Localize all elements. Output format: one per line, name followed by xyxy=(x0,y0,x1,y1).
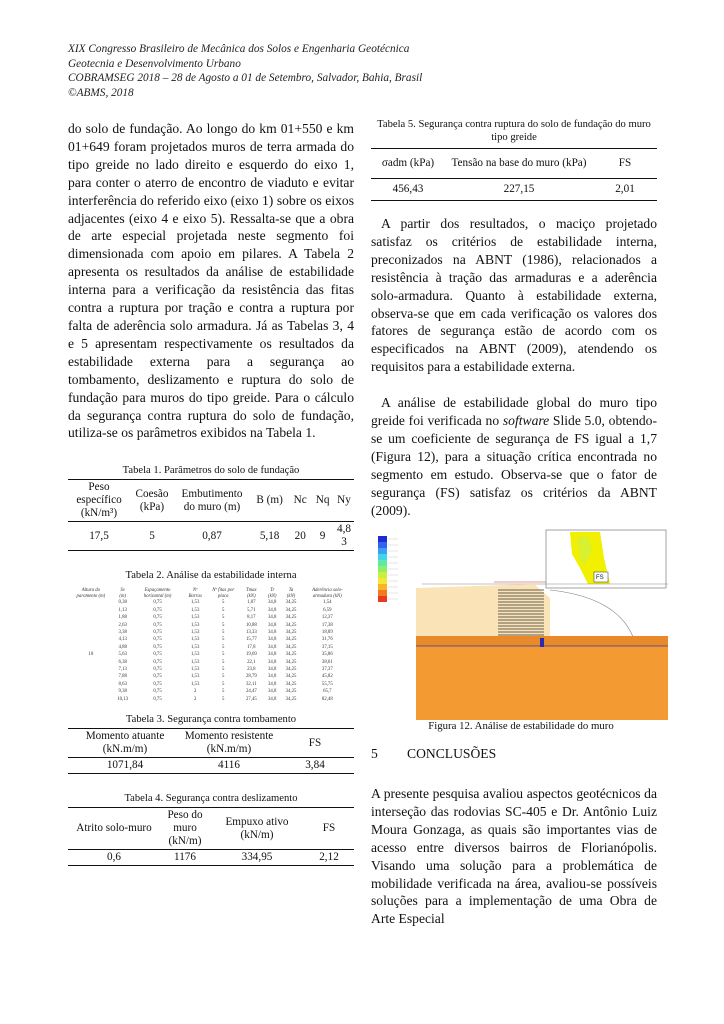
table1 xyxy=(68,479,354,551)
fs-label: FS xyxy=(596,575,604,581)
body-paragraph-results: A partir dos resultados, o maciço projetado satisfaz os critérios de estabilidade interna, preconizados na ABNT (1986), relacionados a resistência à tração das armaduras e a aderência solo-armadura. Quanto à estabilidade externa, observa-se que em cada verificação os valores dos fatores de segurança estão de acordo com os especificados na ABNT (2009), atendendo os requisitos para a estabilidade externa. xyxy=(371,216,657,375)
legend-swatch xyxy=(378,554,387,560)
table2-cell: 32,11 xyxy=(246,681,257,687)
table2-cell: 1,53 xyxy=(190,666,200,672)
table2-cell: 1,88 xyxy=(118,615,127,621)
table2-cell: 0,38 xyxy=(118,600,127,606)
legend-swatch xyxy=(378,536,387,542)
table2-cell: 5 xyxy=(222,607,225,613)
table2-cell: 5 xyxy=(222,637,225,643)
table2-cell: 34,25 xyxy=(285,622,297,628)
table2-header: Altura do paramento (m) xyxy=(76,588,106,599)
table2-cell: 0,75 xyxy=(153,659,162,665)
paragraph-text: Slide 5.0, obtendo-se um coeficiente de segurança de FS igual a 1,7 (Figura 12), para a situação crítica encontrada no segmento em estudo. Observa-se que o fator de segurança (FS) satisfaz os critérios da ABNT (2009). xyxy=(371,413,657,518)
table5 xyxy=(371,148,657,201)
table2-cell: 4,88 xyxy=(118,644,127,650)
table2-cell: 0,75 xyxy=(153,607,162,613)
table2-cell: 5 xyxy=(222,674,225,680)
table2-cell: 9,38 xyxy=(118,689,127,695)
table2-cell: 34,25 xyxy=(285,666,297,672)
table2-cell: 5 xyxy=(222,666,225,672)
table2-header: Tmax (kN) xyxy=(246,588,257,599)
table2-cell xyxy=(68,636,114,643)
table1-cell: 9 xyxy=(319,529,326,542)
table2-cell: 2,63 xyxy=(118,622,127,628)
table2-cell: 0,75 xyxy=(153,674,162,680)
table2-row xyxy=(68,688,354,695)
table1-caption: Tabela 1. Parâmetros do solo de fundação xyxy=(122,465,300,477)
legend-swatch xyxy=(378,578,387,584)
table2-header: Sv (m) xyxy=(119,588,127,599)
table2-header: Nº Barras xyxy=(188,588,202,599)
table2-cell: 34,25 xyxy=(285,689,297,695)
table2-cell xyxy=(68,688,114,695)
table2-cell: 23,8 xyxy=(247,666,256,672)
table2-cell: 34,25 xyxy=(285,674,297,680)
table2-row xyxy=(68,651,354,658)
table2-row xyxy=(68,681,354,688)
table2-cell: 22,1 xyxy=(247,659,256,665)
table2-cell: 10 xyxy=(88,652,94,658)
table2-cell: 5,71 xyxy=(247,607,256,613)
table2-header: Nº fitas por placa xyxy=(212,588,235,599)
table2-cell: 34,8 xyxy=(268,644,277,650)
table2-cell xyxy=(68,696,114,703)
table2-cell: 5 xyxy=(222,681,225,687)
foundation-lower-layer xyxy=(416,646,668,720)
table2-cell: 34,25 xyxy=(285,644,297,650)
table2-cell: 31,76 xyxy=(321,637,333,643)
table4-cell: 2,12 xyxy=(319,851,339,863)
table2-cell: 1,53 xyxy=(190,622,200,628)
wall-base-marker xyxy=(540,638,544,647)
table2-cell: 5 xyxy=(222,615,225,621)
table2-cell: 0,75 xyxy=(153,615,162,621)
legend-swatch xyxy=(378,596,387,602)
table2-row xyxy=(68,659,354,666)
figure-12-caption: Figura 12. Análise de estabilidade do muro xyxy=(428,720,614,732)
table2-cell: 15,77 xyxy=(245,637,257,643)
table2-cell: 13,33 xyxy=(245,629,257,635)
table3 xyxy=(68,728,354,774)
table2-row xyxy=(68,636,354,643)
table2-cell: 1,53 xyxy=(190,600,200,606)
table2-cell: 38,61 xyxy=(321,659,333,665)
table2-cell: 34,25 xyxy=(285,615,297,621)
table2-cell: 0,75 xyxy=(153,666,162,672)
table2-cell: 6,59 xyxy=(323,607,332,613)
legend-swatch xyxy=(378,548,387,554)
table2-cell: 34,8 xyxy=(268,674,277,680)
right-column xyxy=(371,118,657,520)
section-title: CONCLUSÕES xyxy=(407,746,497,761)
left-column xyxy=(68,120,354,866)
legend-swatch xyxy=(378,560,387,566)
table2-cell: 0,75 xyxy=(153,652,162,658)
table1-cell: 17,5 xyxy=(89,529,109,542)
body-paragraph-global-stability xyxy=(371,394,657,519)
table3-cell: 4116 xyxy=(218,759,240,771)
table2-cell xyxy=(68,673,114,680)
table2-cell: 34,8 xyxy=(268,607,277,613)
conference-header xyxy=(68,42,628,100)
table2-row xyxy=(68,629,354,636)
table2-header: Espaçamento horizontal (m) xyxy=(143,588,172,599)
table4 xyxy=(68,807,354,866)
table2-cell: 34,8 xyxy=(268,681,277,687)
table4-cell: 1176 xyxy=(174,851,196,863)
table2-cell xyxy=(68,607,114,614)
table4-header-row xyxy=(68,808,354,850)
table2-cell: 34,8 xyxy=(268,622,277,628)
table1-cell: 5,18 xyxy=(259,529,280,542)
table2-cell: 1,53 xyxy=(190,681,200,687)
table2-header: Ta (kN) xyxy=(286,588,296,599)
paragraph-text: A análise de estabilidade global do muro tipo greide foi verificada no xyxy=(371,395,657,429)
table2-cell: 5 xyxy=(222,652,225,658)
table1-header: Coesão (kPa) xyxy=(135,487,169,513)
table2-cell: 34,8 xyxy=(268,615,277,621)
table2-cell xyxy=(68,659,114,666)
legend-swatch xyxy=(378,572,387,578)
table2-cell xyxy=(68,622,114,629)
body-paragraph-left: do solo de fundação. Ao longo do km 01+550 e km 01+649 foram projetados muros de terra armada do tipo greide no lado direito e esquerdo do eixo 1, para conter o aterro de encontro de viaduto e evitar interferência do referido eixo (eixo 1) sobre os eixos adjacentes (eixo 4 e eixo 5). Ressalta-se que a obra de arte especial projetada neste segmento foi dimensionada com apoio em pilares. A Tabela 2 apresenta os resultados da análise de estabilidade interna para a verificação da resistência das fitas contra a ruptura por tração e contra a ruptura por falta de aderência solo armadura. Já as Tabelas 3, 4 e 5 apresentam respectivamente os resultados da estabilidade externa para a segurança ao tombamento, deslizamento e ruptura do solo de fundação para muros do tipo greide. Para o cálculo da segurança contra ruptura do solo de fundação, utiliza-se os parâmetros exibidos na Tabela 1. xyxy=(68,121,354,441)
table2-cell: 10,88 xyxy=(245,622,257,628)
table2-row xyxy=(68,622,354,629)
table5-header-row xyxy=(371,149,657,179)
header-line-1: XIX Congresso Brasileiro de Mecânica dos Solos e Engenharia Geotécnica xyxy=(68,43,410,55)
table2-cell: 2 xyxy=(193,689,197,695)
table2-cell: 34,25 xyxy=(285,696,297,702)
table2-cell: 5 xyxy=(222,600,225,606)
table2-cell: 0,75 xyxy=(153,622,162,628)
table2-cell: 34,8 xyxy=(268,600,277,606)
table5-caption: Tabela 5. Segurança contra ruptura do solo de fundação do muro tipo greide xyxy=(377,119,651,143)
conclusion-paragraph: A presente pesquisa avaliou aspectos geotécnicos da interseção das rodovias SC-405 e Dr. Antônio Luiz Moura Gonzaga, as quais são importantes vias de acesso entre diversos bairros de Florianópolis. Visando uma solução para a problemática de mobilidade verificada na área, avaliou-se possíveis soluções para a implementação de uma Obra de Arte Especial xyxy=(371,786,657,927)
table2-cell: 37,37 xyxy=(321,666,333,672)
table2-cell xyxy=(68,629,114,636)
table1-header-row xyxy=(68,480,354,522)
table2-cell xyxy=(68,644,114,651)
table2-cell: 34,25 xyxy=(285,600,297,606)
table2-row xyxy=(68,673,354,680)
table1-header: B (m) xyxy=(256,494,283,507)
header-line-3: COBRAMSEG 2018 – 28 de Agosto a 01 de Setembro, Salvador, Bahia, Brasil xyxy=(68,72,423,84)
table2-cell: 5 xyxy=(222,659,225,665)
table2-cell: 7,88 xyxy=(118,674,127,680)
table2-cell: 6,38 xyxy=(118,659,127,665)
table2-cell: 10,13 xyxy=(117,696,129,702)
table2-cell: 5 xyxy=(222,644,225,650)
table2-cell: 34,25 xyxy=(285,637,297,643)
table2-cell: 0,75 xyxy=(153,600,162,606)
table2-cell: 18,89 xyxy=(321,629,333,635)
table2-cell: 8,63 xyxy=(118,681,127,687)
table2-cell: 55,75 xyxy=(321,681,333,687)
table3-row xyxy=(68,758,354,774)
table2 xyxy=(68,588,354,703)
table2-cell: 1,53 xyxy=(190,644,200,650)
legend-swatch xyxy=(378,584,387,590)
table1-header: Nq xyxy=(315,494,330,507)
table5-header: FS xyxy=(618,157,632,169)
table2-cell: 0,75 xyxy=(153,644,162,650)
table2-cell: 82,48 xyxy=(321,696,333,702)
table3-header: Momento resistente (kN.m/m) xyxy=(184,730,274,755)
table5-cell: 456,43 xyxy=(392,183,424,195)
table2-cell: 2 xyxy=(193,696,197,702)
table3-header: FS xyxy=(308,736,322,749)
table2-cell: 4,13 xyxy=(118,637,127,643)
table2-row xyxy=(68,696,354,703)
section-heading xyxy=(371,746,496,762)
table2-cell xyxy=(68,614,114,621)
section-number: 5 xyxy=(371,746,378,761)
table3-cell: 1071,84 xyxy=(106,759,144,771)
table3-header: Momento atuante (kN.m/m) xyxy=(85,730,165,755)
table2-caption: Tabela 2. Análise da estabilidade interna xyxy=(125,570,297,582)
table2-cell: 5 xyxy=(222,622,225,628)
table4-header: FS xyxy=(322,822,336,834)
table3-header-row xyxy=(68,729,354,758)
table2-cell: 5 xyxy=(222,696,225,702)
table2-cell: 0,75 xyxy=(153,689,162,695)
table2-cell: 7,13 xyxy=(118,666,127,672)
table2-header-row xyxy=(68,588,354,599)
table3-cell: 3,84 xyxy=(305,759,325,771)
table5-header: σadm (kPa) xyxy=(381,157,435,169)
table2-cell: 1,54 xyxy=(323,600,332,606)
table1-header: Embutimento do muro (m) xyxy=(181,487,243,513)
table1-cell: 20 xyxy=(294,529,306,542)
table4-header: Atrito solo-muro xyxy=(76,822,152,834)
table2-row xyxy=(68,607,354,614)
slope-stability-diagram xyxy=(374,528,668,720)
header-line-4: ©ABMS, 2018 xyxy=(68,86,134,99)
table2-cell: 8,17 xyxy=(247,615,256,621)
table2-cell: 1,13 xyxy=(118,607,127,613)
table2-cell: 0,75 xyxy=(153,629,162,635)
table3-caption: Tabela 3. Segurança contra tombamento xyxy=(125,714,297,725)
table2-cell: 34,25 xyxy=(285,652,297,658)
header-line-2: Geotecnia e Desenvolvimento Urbano xyxy=(68,57,241,70)
table2-cell: 3,38 xyxy=(118,629,127,635)
table2-cell: 65,7 xyxy=(323,689,332,695)
table2-cell: 1,53 xyxy=(190,674,200,680)
legend-swatch xyxy=(378,566,387,572)
table2-cell: 34,8 xyxy=(268,666,277,672)
table2-cell: 35,86 xyxy=(321,652,333,658)
table5-header: Tensão na base do muro (kPa) xyxy=(451,157,587,169)
table4-cell: 334,95 xyxy=(241,851,273,863)
table2-row xyxy=(68,614,354,621)
table2-cell: 0,75 xyxy=(153,637,162,643)
table2-cell: 34,8 xyxy=(268,689,277,695)
table2-header: Tr (kN) xyxy=(267,588,277,599)
table2-cell: 34,25 xyxy=(285,607,297,613)
table2-cell: 1,07 xyxy=(247,600,256,606)
table2-cell: 34,8 xyxy=(268,629,277,635)
table4-header: Empuxo ativo (kN/m) xyxy=(225,815,289,841)
table2-row xyxy=(68,666,354,673)
table1-header: Peso específico (kN/m³) xyxy=(76,481,122,520)
table2-cell: 34,25 xyxy=(285,629,297,635)
table2-cell: 1,53 xyxy=(190,615,200,621)
table1-header: Ny xyxy=(337,494,351,507)
table1-cell: 4,8 3 xyxy=(337,523,351,549)
table1-cell: 0,87 xyxy=(202,529,222,542)
table2-row xyxy=(68,644,354,651)
table2-cell: 12,37 xyxy=(321,615,333,621)
table2-cell: 34,25 xyxy=(285,681,297,687)
table4-caption: Tabela 4. Segurança contra deslizamento xyxy=(124,793,298,804)
table2-cell xyxy=(68,666,114,673)
table2-cell: 34,8 xyxy=(268,696,277,702)
table2-cell: 24,47 xyxy=(245,689,257,695)
table2-cell: 5 xyxy=(222,689,225,695)
table2-cell: 5 xyxy=(222,629,225,635)
table2-cell xyxy=(68,681,114,688)
table2-cell: 0,75 xyxy=(153,681,162,687)
table2-cell: 1,53 xyxy=(190,652,200,658)
table2-row xyxy=(68,599,354,606)
table5-cell: 2,01 xyxy=(615,183,635,195)
table1-header: Nc xyxy=(293,494,307,507)
table2-cell: 17,38 xyxy=(321,622,333,628)
table4-header: Peso do muro (kN/m) xyxy=(167,809,203,847)
table2-cell: 27,45 xyxy=(245,696,257,702)
table5-cell: 227,15 xyxy=(503,183,535,195)
table2-cell: 34,8 xyxy=(268,652,277,658)
table2-cell: 34,8 xyxy=(268,659,277,665)
table2-cell: 0,75 xyxy=(153,696,162,702)
table2-cell: 34,25 xyxy=(285,659,297,665)
table2-cell: 1,53 xyxy=(190,607,200,613)
table2-cell: 37,15 xyxy=(321,644,333,650)
table2-cell xyxy=(68,599,114,606)
table2-cell: 5,63 xyxy=(118,652,127,658)
table2-cell: 1,53 xyxy=(190,659,200,665)
table2-cell: 45,82 xyxy=(321,674,333,680)
legend-swatch xyxy=(378,542,387,548)
table2-cell: 19,69 xyxy=(245,652,257,658)
figure-12-stability-analysis xyxy=(374,528,668,720)
table2-cell: 28,79 xyxy=(245,674,257,680)
table2-cell: 34,8 xyxy=(268,637,277,643)
table1-cell: 5 xyxy=(149,529,155,542)
table5-row xyxy=(371,179,657,201)
table4-cell: 0,6 xyxy=(107,851,121,863)
table2-cell: 1,53 xyxy=(190,629,200,635)
table2-cell: 1,53 xyxy=(190,637,200,643)
table1-row xyxy=(68,522,354,551)
legend-swatch xyxy=(378,590,387,596)
table4-row xyxy=(68,850,354,866)
table2-cell: 17,8 xyxy=(247,644,256,650)
color-legend xyxy=(378,536,398,602)
table2-header: Aderência solo-armadura (kN) xyxy=(312,588,343,599)
software-term: software xyxy=(502,413,550,429)
